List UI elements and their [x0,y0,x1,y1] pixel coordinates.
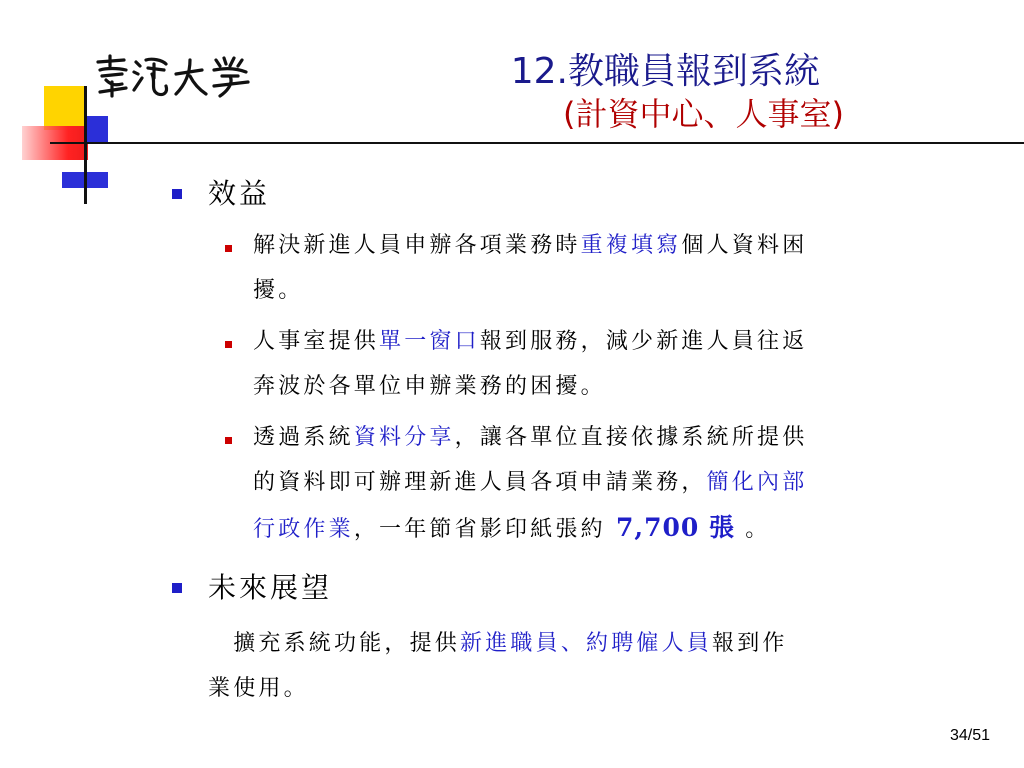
section-heading-benefits: 效益 [208,177,271,210]
text-run: 報到服務，減少新進人員往返 [479,329,808,354]
text-run: 報到作 [712,631,788,656]
highlight-text: 重複填寫 [580,233,682,258]
paper-saving-figure: 7,700 張 [616,513,736,542]
highlight-text: 行政作業 [253,517,354,542]
highlight-text: 資料分享 [353,425,455,450]
text-run: 的資料即可辦理新進人員各項申請業務， [253,470,707,495]
section-bullet [172,583,182,593]
item-bullet [225,437,232,444]
item-bullet [225,341,232,348]
outlook-line-2 [208,666,788,711]
text-run: 。 [735,517,771,542]
text-run: 人事室提供 [253,329,380,354]
slide-subtitle: (計資中心、人事室) [563,95,844,133]
benefit-item-3-line-2 [253,460,807,505]
text-run: 擾。 [253,278,304,303]
text-run: 個人資料困 [681,233,808,258]
decor-blue-square [86,116,108,142]
benefit-item-2-line-2 [253,364,807,409]
text-run: 奔波於各單位申辦業務的困擾。 [253,374,606,399]
benefit-item-1-line-2 [253,268,807,313]
benefit-item-1 [253,223,807,313]
ntu-calligraphy-logo [92,52,252,100]
text-run: ，讓各單位直接依據系統所提供 [454,425,808,450]
benefit-item-3-line-1 [253,415,807,460]
outlook-paragraph [208,621,788,711]
highlight-text: 單一窗口 [379,329,480,354]
text-run: 業使用。 [208,676,309,701]
section-heading-outlook: 未來展望 [208,571,333,604]
text-run: ，一年節省影印紙張約 [353,517,617,542]
benefit-item-3-line-3 [253,505,807,552]
benefit-item-2 [253,319,807,409]
text-run: 解決新進人員申辦各項業務時 [253,233,581,258]
decor-vertical-line [84,86,87,204]
highlight-text: 簡化內部 [706,470,808,495]
highlight-text: 新進職員、約聘僱人員 [460,631,713,656]
outlook-line-1 [208,621,788,666]
benefit-item-1-line-1 [253,223,807,268]
slide-title: 12.教職員報到系統 [510,51,820,92]
section-bullet [172,189,182,199]
title-divider-line [50,142,1024,144]
item-bullet [225,245,232,252]
benefit-item-2-line-1 [253,319,807,364]
page-number: 34/51 [949,727,990,744]
benefit-item-3 [253,415,807,552]
decor-yellow-square [44,86,86,130]
text-run: 擴充系統功能，提供 [208,631,461,656]
text-run: 透過系統 [253,425,354,450]
